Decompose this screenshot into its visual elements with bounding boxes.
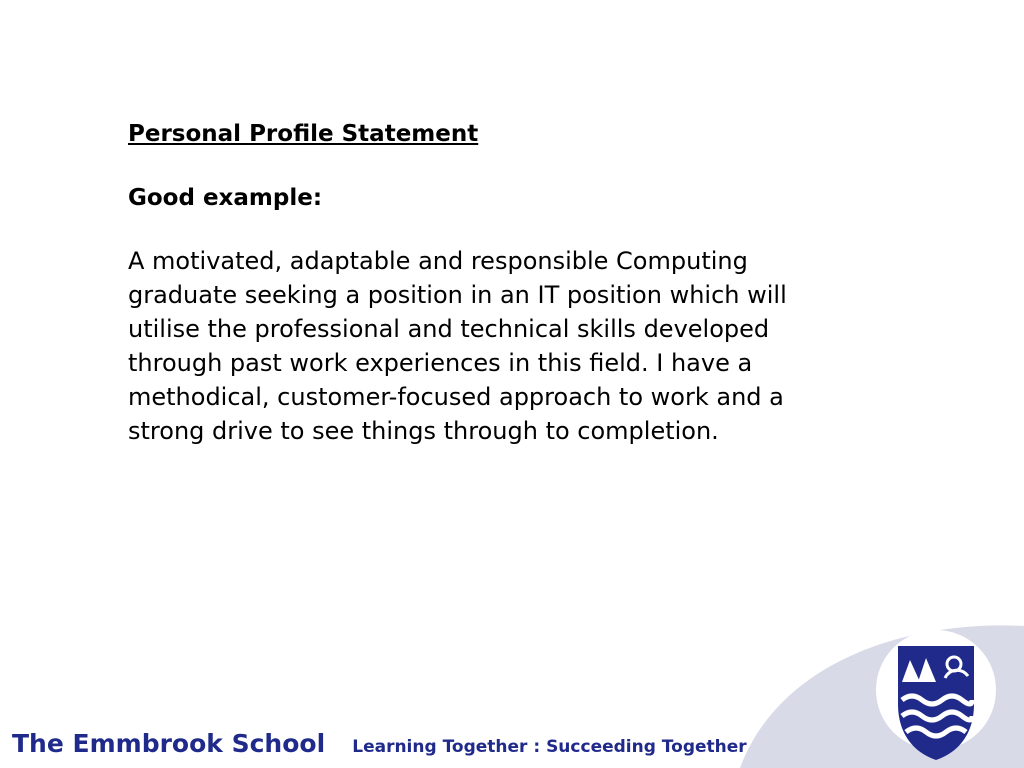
footer-decoration	[740, 620, 1024, 768]
school-name: The Emmbrook School	[12, 729, 326, 758]
footer	[12, 729, 747, 758]
example-label: Good example:	[128, 185, 323, 211]
profile-statement-text: A motivated, adaptable and responsible Computing graduate seeking a position in an IT position which will utilise the professional and technical skills developed through past work experiences in this field. I have a methodical, customer-focused approach to work and a strong drive to see things through to completion.	[128, 247, 787, 445]
school-motto: Learning Together : Succeeding Together	[352, 737, 747, 757]
content-area	[128, 116, 848, 448]
page-title: Personal Profile Statement	[128, 121, 479, 147]
